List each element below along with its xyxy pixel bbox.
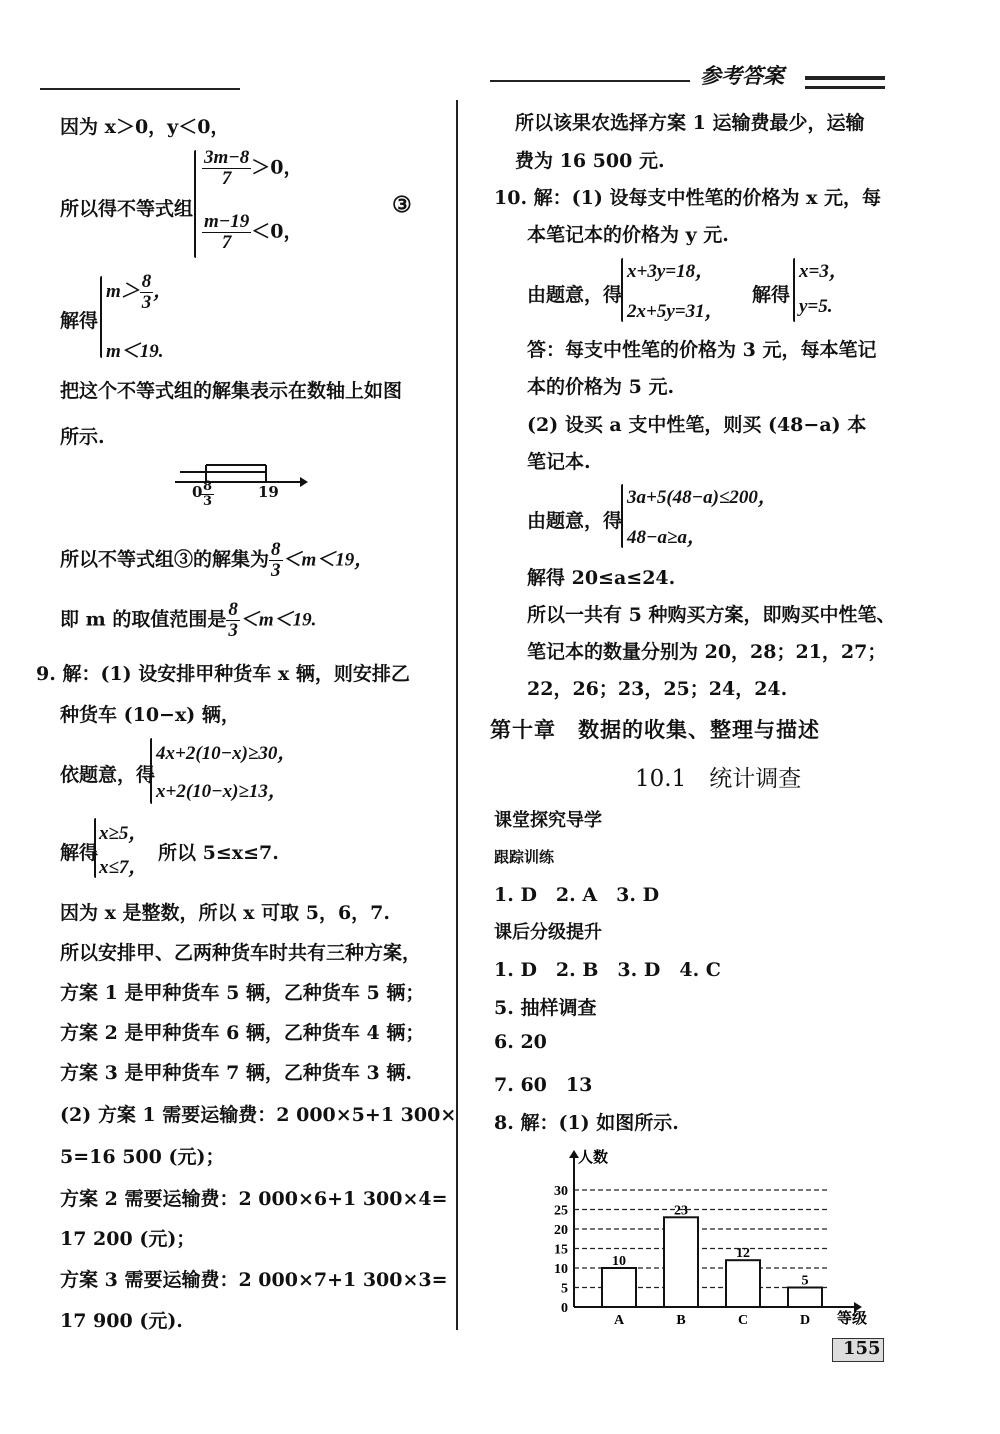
- res2-num: 8: [228, 599, 238, 620]
- sub-heading-3: 课后分级提升: [494, 922, 602, 943]
- q9-line-8: (2) 方案 1 需要运输费：2 000×5+1 300×: [60, 1104, 457, 1126]
- q10-line-2: 本笔记本的价格为 y 元.: [527, 224, 729, 246]
- number-line: [170, 455, 310, 515]
- sub-heading-1: 课堂探究导学: [494, 810, 602, 831]
- axis-label-8-3: [201, 480, 214, 508]
- res2-post: ＜m＜19.: [239, 609, 317, 631]
- result-line-2: [60, 600, 316, 641]
- sol-r1-den: 3: [141, 291, 152, 313]
- bar: [602, 1268, 636, 1307]
- left-line-1: 因为 x＞0，y＜0，: [60, 116, 230, 138]
- q10-line-10: 22，26；23，25；24，24.: [527, 678, 788, 700]
- q9-line-6: 方案 2 是甲种货车 6 辆，乙种货车 4 辆；: [60, 1022, 425, 1044]
- system-row-2: [202, 212, 303, 253]
- bar: [788, 1288, 822, 1308]
- y-tick-label: 5: [561, 1281, 568, 1297]
- right-line-1: 所以该果农选择方案 1 运输费最少，运输: [515, 112, 865, 134]
- bar-value-label: 12: [736, 1246, 750, 1262]
- res2-den: 3: [228, 619, 238, 641]
- bar-value-label: 23: [674, 1203, 688, 1219]
- q9-line-2: 种货车 (10−x) 辆，: [60, 704, 240, 726]
- answers-3: 5. 抽样调查: [494, 997, 597, 1019]
- q9-system-brace: [150, 738, 152, 804]
- q9-line-13: 17 900 (元).: [60, 1310, 183, 1332]
- x-tick-label: A: [613, 1313, 625, 1328]
- q9-solution-post: 所以 5≤x≤7.: [158, 842, 279, 864]
- sol-r1-num: 8: [141, 271, 152, 292]
- system-mark: ③: [392, 192, 412, 218]
- bar: [726, 1260, 760, 1307]
- axis-label-19: 19: [258, 483, 279, 501]
- y-tick-label: 10: [554, 1262, 568, 1277]
- result-line-1: [60, 540, 373, 581]
- solution-label: 解得: [60, 310, 99, 332]
- q10-system2-row-2: 48−a≥a，: [627, 527, 706, 548]
- q10-solution-label: 解得: [752, 284, 791, 306]
- q9-solution-row-1: x≥5，: [99, 823, 148, 844]
- sol-r1-post: ，: [153, 280, 173, 302]
- q10-system-brace: [621, 258, 623, 322]
- sys-r2-den: 7: [221, 231, 232, 253]
- q10-line-1: 10. 解：(1) 设每支中性笔的价格为 x 元，每: [494, 187, 882, 209]
- system-label: 所以得不等式组: [60, 198, 194, 220]
- q9-system-label: 依题意，得: [60, 764, 156, 786]
- q10-line-3: 答：每支中性笔的价格为 3 元，每本笔记: [527, 339, 877, 361]
- chapter-title: 第十章 数据的收集、整理与描述: [490, 717, 820, 742]
- solution-row-2: m＜19.: [106, 341, 164, 362]
- q9-line-3: 因为 x 是整数，所以 x 可取 5，6，7.: [60, 902, 391, 924]
- y-axis-label: 人数: [578, 1148, 609, 1166]
- q9-line-5: 方案 1 是甲种货车 5 辆，乙种货车 5 辆；: [60, 982, 425, 1004]
- axis-frac-den: 3: [203, 493, 213, 509]
- q10-solution-row-1: x=3，: [799, 261, 848, 282]
- sol-r1-pre: m＞: [106, 280, 140, 302]
- section-title: 10.1 统计调查: [635, 766, 802, 792]
- axis-label-0: 0: [192, 483, 203, 501]
- y-tick-label: 15: [554, 1242, 568, 1258]
- q9-line-11: 17 200 (元)；: [60, 1228, 196, 1250]
- y-tick-label: 30: [554, 1184, 568, 1199]
- res1-post: ＜m＜19，: [282, 549, 374, 571]
- q10-system2-brace: [621, 484, 623, 548]
- res1-pre: 所以不等式组③的解集为: [60, 548, 270, 571]
- page-number: 155: [843, 1338, 881, 1359]
- header-rule-right: [805, 76, 885, 80]
- x-axis-label: 等级: [837, 1309, 868, 1327]
- sys-r2-num: m−19: [204, 211, 250, 232]
- y-tick-label: 25: [554, 1203, 568, 1219]
- q10-line-5: (2) 设买 a 支中性笔，则买 (48−a) 本: [527, 414, 867, 436]
- right-line-2: 费为 16 500 元.: [515, 150, 665, 172]
- q9-line-12: 方案 3 需要运输费：2 000×7+1 300×3=: [60, 1269, 448, 1291]
- res2-pre: 即 m 的取值范围是: [60, 608, 227, 631]
- answers-5: 7. 60 13: [494, 1074, 593, 1096]
- x-tick-label: C: [737, 1313, 749, 1328]
- res1-num: 8: [271, 539, 281, 560]
- q9-solution-row-2: x≤7，: [99, 857, 148, 878]
- y-tick-label: 20: [554, 1223, 568, 1238]
- sub-heading-2: 跟踪训练: [494, 848, 555, 866]
- q9-solution-label: 解得: [60, 842, 99, 864]
- solution-brace: [100, 276, 102, 358]
- q10-line-7: 解得 20≤a≤24.: [527, 567, 676, 589]
- q10-system-row-2: 2x+5y=31，: [627, 301, 724, 322]
- q10-system-label: 由题意，得: [527, 284, 623, 306]
- q10-system2-row-1: 3a+5(48−a)≤200，: [627, 487, 777, 508]
- q10-line-6: 笔记本.: [527, 451, 591, 473]
- res1-den: 3: [271, 559, 281, 581]
- system-brace: [194, 150, 196, 258]
- bar-chart: [540, 1140, 870, 1340]
- q9-line-4: 所以安排甲、乙两种货车时共有三种方案，: [60, 942, 422, 964]
- q9-line-1: 9. 解：(1) 设安排甲种货车 x 辆，则安排乙: [36, 663, 410, 685]
- axis-text-1: 把这个不等式组的解集表示在数轴上如图: [60, 380, 403, 402]
- bar-value-label: 10: [612, 1254, 626, 1269]
- q10-line-9: 笔记本的数量分别为 20，28；21，27；: [527, 641, 887, 663]
- x-tick-label: B: [676, 1313, 686, 1328]
- header-title: 参考答案: [700, 63, 784, 88]
- q10-line-8: 所以一共有 5 种购买方案，即购买中性笔、: [527, 604, 896, 626]
- bar-value-label: 5: [801, 1273, 809, 1289]
- q9-solution-brace: [94, 818, 96, 878]
- system-row-1: [202, 148, 303, 189]
- header-rule-mid: [490, 80, 690, 82]
- q10-system-row-1: x+3y=18，: [627, 261, 715, 282]
- axis-text-2: 所示.: [60, 426, 105, 448]
- axis-frac-num: 8: [203, 479, 213, 494]
- answers-1: 1. D 2. A 3. D: [494, 884, 660, 906]
- sys-r2-rel: ＜0，: [251, 220, 303, 243]
- q10-solution-row-2: y=5.: [799, 296, 833, 317]
- solution-row-1: [106, 272, 172, 313]
- answers-2: 1. D 2. B 3. D 4. C: [494, 959, 721, 981]
- y-tick-label: 0: [561, 1301, 568, 1316]
- header-rule-right-2: [805, 86, 885, 89]
- q9-line-10: 方案 2 需要运输费：2 000×6+1 300×4=: [60, 1188, 448, 1210]
- q9-system-row-2: x+2(10−x)≥13，: [156, 781, 287, 802]
- column-divider: [456, 100, 458, 1330]
- bar: [664, 1217, 698, 1307]
- sys-r1-den: 7: [221, 167, 232, 189]
- q9-line-9: 5=16 500 (元)；: [60, 1146, 225, 1168]
- q9-line-7: 方案 3 是甲种货车 7 辆，乙种货车 3 辆.: [60, 1062, 412, 1084]
- header-rule-left: [40, 88, 240, 90]
- q9-system-row-1: 4x+2(10−x)≥30，: [156, 743, 297, 764]
- x-tick-label: D: [799, 1313, 811, 1328]
- q10-line-4: 本的价格为 5 元.: [527, 376, 675, 398]
- q10-solution-brace: [793, 258, 795, 322]
- answers-4: 6. 20: [494, 1031, 547, 1053]
- axis-arrow: [300, 477, 308, 487]
- answers-6: 8. 解：(1) 如图所示.: [494, 1112, 679, 1134]
- sys-r1-rel: ＞0，: [251, 156, 303, 179]
- q10-system2-label: 由题意，得: [527, 510, 623, 532]
- sys-r1-num: 3m−8: [204, 147, 250, 168]
